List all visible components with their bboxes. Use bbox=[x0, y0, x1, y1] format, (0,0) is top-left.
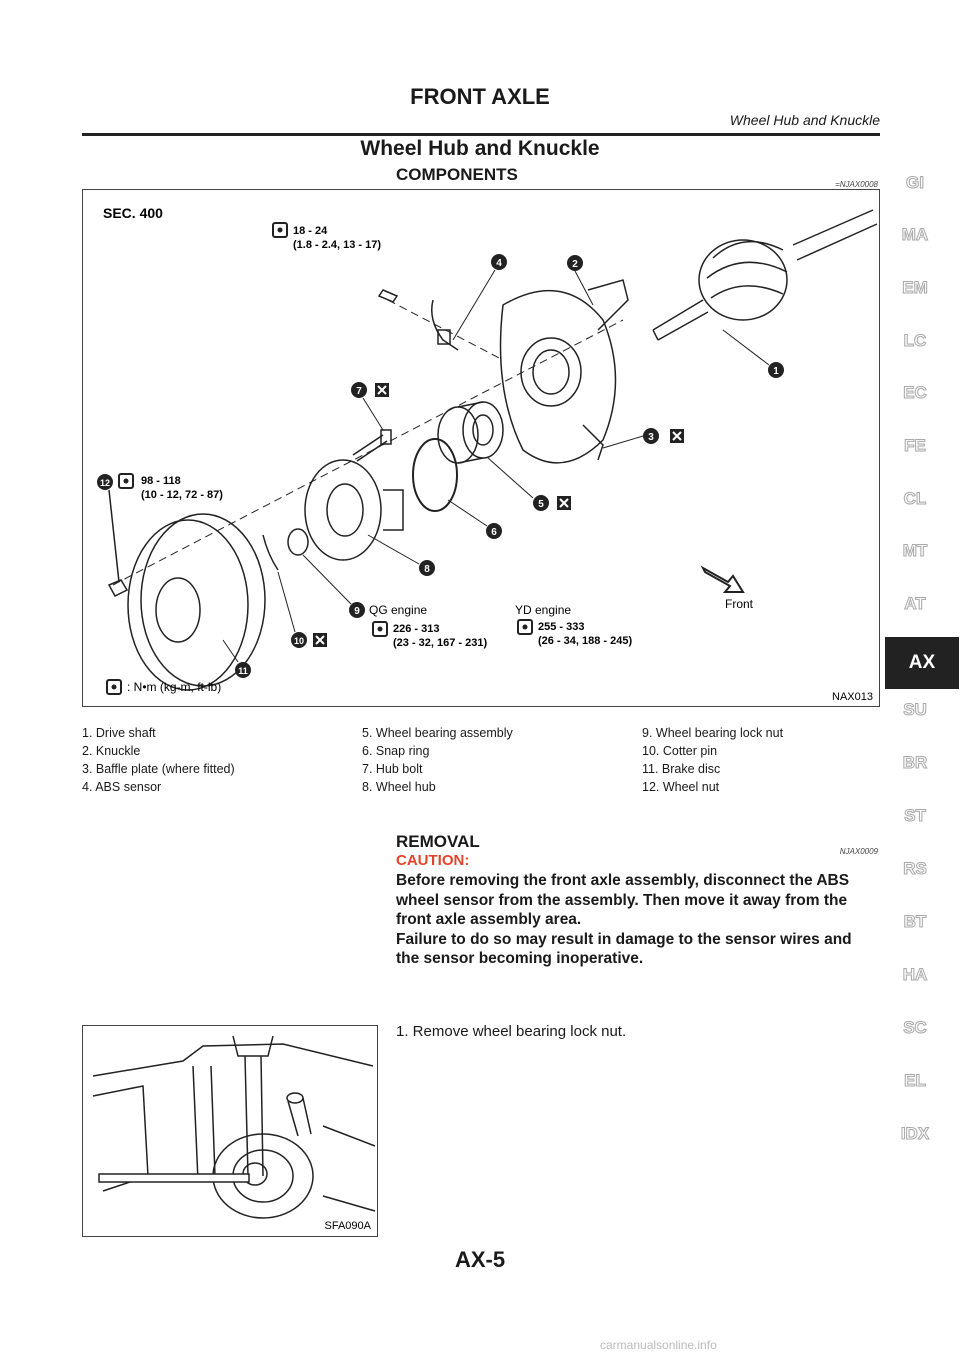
legend-item: 12. Wheel nut bbox=[642, 780, 720, 794]
torque1-value: 18 - 24 bbox=[293, 225, 328, 237]
callout-11 bbox=[223, 640, 251, 678]
components-ref: =NJAX0008 bbox=[835, 180, 878, 189]
tab-st[interactable]: ST bbox=[904, 806, 926, 825]
svg-text:5: 5 bbox=[538, 499, 544, 510]
hub-bolt-drawing bbox=[353, 430, 391, 461]
tab-em[interactable]: EM bbox=[902, 278, 928, 297]
replace-icon bbox=[670, 429, 684, 443]
legend-item: 4. ABS sensor bbox=[82, 780, 162, 794]
tab-lc[interactable]: LC bbox=[903, 331, 927, 350]
torque-wrench-icon bbox=[107, 680, 121, 694]
tab-el[interactable]: EL bbox=[904, 1071, 926, 1090]
yd-engine-label: YD engine bbox=[515, 603, 572, 617]
svg-text:9: 9 bbox=[354, 606, 360, 617]
section-title: Wheel Hub and Knuckle bbox=[360, 137, 600, 160]
centerline bbox=[113, 320, 623, 585]
lock-nut-drawing bbox=[263, 529, 308, 570]
yd-torque-range: (26 - 34, 188 - 245) bbox=[538, 635, 633, 647]
legend-item: 1. Drive shaft bbox=[82, 726, 156, 740]
callout-10 bbox=[278, 572, 307, 648]
caution-line: the sensor becoming inoperative. bbox=[396, 950, 644, 967]
callout-9 bbox=[303, 555, 365, 618]
callout-6 bbox=[448, 500, 502, 539]
wheel-hub-drawing bbox=[305, 460, 403, 560]
abs-sensor-drawing bbox=[379, 290, 458, 350]
header-title: FRONT AXLE bbox=[410, 84, 550, 109]
tab-ha[interactable]: HA bbox=[902, 965, 928, 984]
callout-1 bbox=[723, 330, 784, 378]
exploded-view-diagram bbox=[83, 190, 879, 706]
torque-wrench-icon bbox=[373, 622, 387, 636]
qg-torque-value: 226 - 313 bbox=[393, 623, 440, 635]
legend-item: 10. Cotter pin bbox=[642, 744, 718, 758]
callout-5 bbox=[488, 458, 549, 511]
svg-text:3: 3 bbox=[648, 432, 654, 443]
caution-label: CAUTION: bbox=[396, 852, 470, 869]
tab-su[interactable]: SU bbox=[903, 700, 927, 719]
caution-line: Before removing the front axle assembly, disconnect the ABS bbox=[396, 872, 850, 889]
svg-text:8: 8 bbox=[424, 564, 430, 575]
removal-heading: REMOVAL bbox=[396, 832, 480, 851]
header-subtitle: Wheel Hub and Knuckle bbox=[729, 112, 880, 128]
legend-item: 11. Brake disc bbox=[642, 762, 721, 776]
caution-line: wheel sensor from the assembly. Then move it away from the bbox=[396, 891, 848, 909]
unit-label: : N•m (kg-m, ft-lb) bbox=[127, 680, 222, 694]
replace-icon bbox=[313, 633, 327, 647]
torque-wrench-icon bbox=[273, 223, 287, 237]
watermark: carmanualsonline.info bbox=[600, 1338, 717, 1352]
removal-ref: NJAX0009 bbox=[839, 847, 878, 856]
front-label: Front bbox=[725, 597, 754, 611]
legend-item: 5. Wheel bearing assembly bbox=[362, 726, 513, 740]
figure-code: NAX013 bbox=[832, 691, 873, 703]
callout-8 bbox=[368, 535, 435, 576]
legend-item: 6. Snap ring bbox=[362, 744, 430, 758]
svg-text:4: 4 bbox=[496, 258, 502, 269]
caution-line: front axle assembly area. bbox=[396, 911, 582, 928]
removal-step-1: 1. Remove wheel bearing lock nut. bbox=[396, 1023, 627, 1040]
tab-bt[interactable]: BT bbox=[903, 912, 927, 931]
tab-at[interactable]: AT bbox=[904, 594, 926, 613]
sec-label: SEC. 400 bbox=[103, 205, 163, 221]
front-arrow-icon bbox=[703, 568, 743, 592]
legend-item: 7. Hub bolt bbox=[362, 762, 423, 776]
svg-text:10: 10 bbox=[293, 636, 305, 646]
tab-ec[interactable]: EC bbox=[903, 383, 927, 402]
tab-cl[interactable]: CL bbox=[903, 489, 927, 508]
tab-sc[interactable]: SC bbox=[903, 1018, 927, 1037]
torque1-range: (1.8 - 2.4, 13 - 17) bbox=[293, 239, 382, 251]
callout-3 bbox=[603, 428, 659, 448]
yd-torque-value: 255 - 333 bbox=[538, 621, 585, 633]
tab-ax[interactable]: AX bbox=[885, 637, 959, 689]
legend-item: 3. Baffle plate (where fitted) bbox=[82, 762, 235, 776]
replace-icon bbox=[375, 383, 389, 397]
removal-figure bbox=[82, 1025, 378, 1237]
caution-body bbox=[396, 871, 881, 969]
svg-text:7: 7 bbox=[356, 386, 362, 397]
qg-torque-range: (23 - 32, 167 - 231) bbox=[393, 637, 488, 649]
tab-br[interactable]: BR bbox=[902, 753, 928, 772]
svg-text:11: 11 bbox=[238, 666, 248, 676]
legend-item: 2. Knuckle bbox=[82, 744, 141, 758]
torque2-range: (10 - 12, 72 - 87) bbox=[141, 489, 223, 501]
callout-4 bbox=[453, 254, 507, 340]
removal-figure-code: SFA090A bbox=[324, 1220, 371, 1232]
tab-gi[interactable]: GI bbox=[906, 173, 924, 192]
tab-rs[interactable]: RS bbox=[903, 859, 927, 878]
legend-item: 9. Wheel bearing lock nut bbox=[642, 726, 784, 740]
tab-idx[interactable]: IDX bbox=[900, 1124, 930, 1143]
tab-ma[interactable]: MA bbox=[901, 225, 929, 244]
replace-icon bbox=[557, 496, 571, 510]
torque2-value: 98 - 118 bbox=[141, 475, 181, 487]
callout-2 bbox=[567, 255, 593, 305]
caution-line: Failure to do so may result in damage to the sensor wires and bbox=[396, 930, 852, 948]
svg-text:6: 6 bbox=[491, 527, 497, 538]
wheel-nut-drawing bbox=[109, 490, 127, 596]
tab-mt[interactable]: MT bbox=[902, 541, 928, 560]
components-figure bbox=[82, 189, 880, 707]
svg-text:2: 2 bbox=[572, 259, 578, 270]
tab-fe[interactable]: FE bbox=[904, 436, 926, 455]
torque-wrench-icon bbox=[518, 620, 532, 634]
drive-shaft-drawing bbox=[653, 210, 877, 340]
svg-text:1: 1 bbox=[773, 366, 779, 377]
header-rule bbox=[82, 133, 880, 136]
page-number: AX-5 bbox=[454, 1247, 506, 1272]
components-heading: COMPONENTS bbox=[396, 165, 518, 184]
svg-text:12: 12 bbox=[99, 478, 111, 488]
qg-engine-label: QG engine bbox=[369, 603, 428, 617]
knuckle-drawing bbox=[501, 280, 629, 463]
legend-item: 8. Wheel hub bbox=[362, 780, 436, 794]
snap-ring-drawing bbox=[413, 439, 457, 511]
lock-nut-removal-illustration bbox=[83, 1026, 377, 1236]
torque-wrench-icon bbox=[119, 474, 133, 488]
callout-12 bbox=[97, 474, 113, 490]
